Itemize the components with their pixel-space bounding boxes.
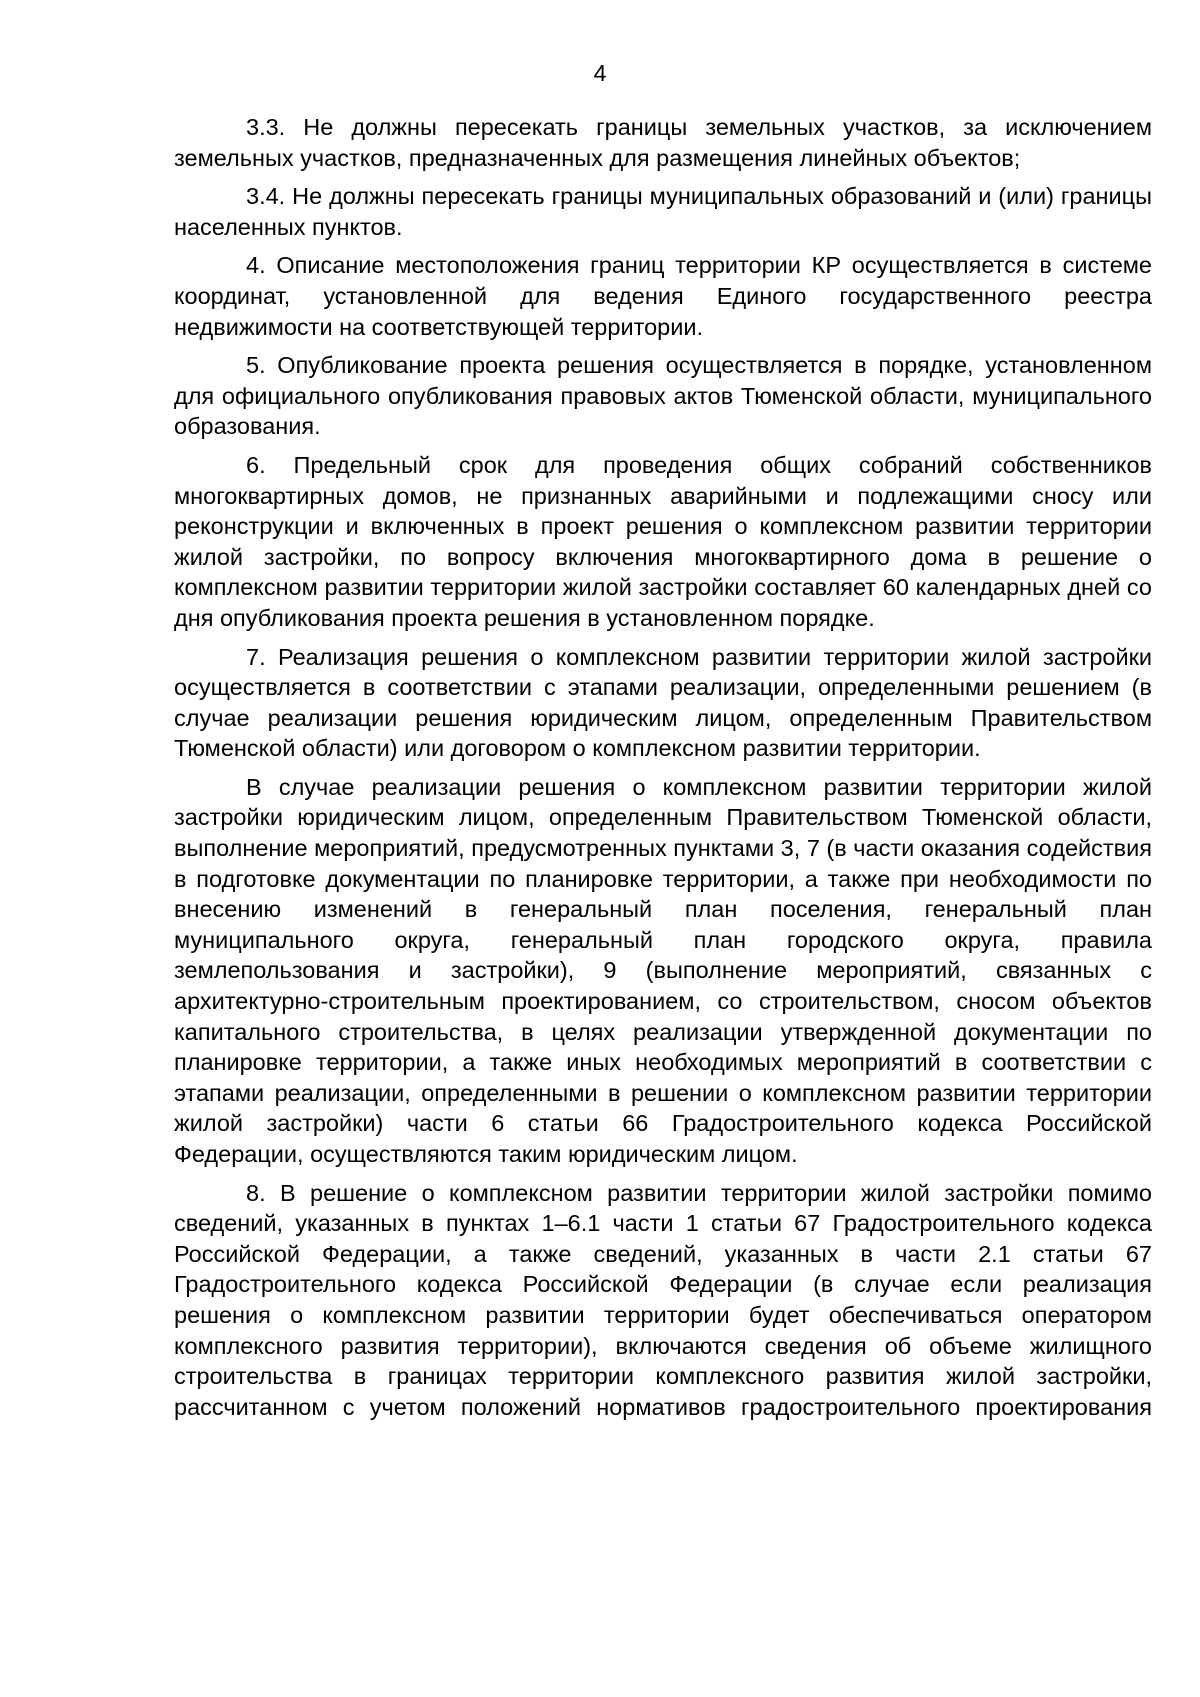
paragraph-4: 4. Описание местоположения границ территории КР осуществляется в системе координат, установленной для ведения Единого государственного реестра недвижимости на соответствующей территории. [174, 252, 1152, 340]
paragraph-8: 8. В решение о комплексном развитии территории жилой застройки помимо сведений, указанных в пунктах 1–6.1 части 1 статьи 67 Градостроительного кодекса Российской Федерации, а также сведений, указанных в части 2.1 статьи 67 Градостроительного кодекса Российской Федерации (в случае если реализация решения о комплексном развитии территории будет обеспечиваться оператором комплексного развития территории), включаются сведения об объеме жилищного строительства в границах территории комплексного развития жилой застройки, рассчитанном с учетом положений нормативов градостроительного проектирования [174, 1179, 1152, 1420]
paragraph-3-3: 3.3. Не должны пересекать границы земельных участков, за исключением земельных участков, предназначенных для размещения линейных объектов; [174, 114, 1152, 171]
document-body [174, 112, 1152, 1422]
paragraph-5: 5. Опубликование проекта решения осуществляется в порядке, установленном для официального опубликования правовых актов Тюменской области, муниципального образования. [174, 352, 1152, 440]
page-number: 4 [593, 60, 607, 86]
paragraph-6: 6. Предельный срок для проведения общих собраний собственников многоквартирных домов, не признанных аварийными и подлежащими сносу или реконструкции и включенных в проект решения о комплексном развитии территории жилой застройки, по вопросу включения многоквартирного дома в решение о комплексном развитии территории жилой застройки составляет 60 календарных дней со дня опубликования проекта решения в установленном порядке. [174, 451, 1152, 631]
paragraph-3-4: 3.4. Не должны пересекать границы муниципальных образований и (или) границы населенных пунктов. [174, 183, 1152, 240]
paragraph-7: 7. Реализация решения о комплексном развитии территории жилой застройки осуществляется в соответствии с этапами реализации, определенными решением (в случае реализации решения юридическим лицом, определенным Правительством Тюменской области) или договором о комплексном развитии территории. [174, 643, 1152, 762]
paragraph-7-continued: В случае реализации решения о комплексном развитии территории жилой застройки юридическим лицом, определенным Правительством Тюменской области, выполнение мероприятий, предусмотренных пунктами 3, 7 (в части оказания содействия в подготовке документации по планировке территории, а также при необходимости по внесению изменений в генеральный план поселения, генеральный план муниципального округа, генеральный план городского округа, правила землепользования и застройки), 9 (выполнение мероприятий, связанных с архитектурно-строительным проектированием, со строительством, сносом объектов капитального строительства, в целях реализации утвержденной документации по планировке территории, а также иных необходимых мероприятий в соответствии с этапами реализации, определенными в решении о комплексном развитии территории жилой застройки) части 6 статьи 66 Градостроительного кодекса Российской Федерации, осуществляются таким юридическим лицом. [174, 773, 1152, 1167]
